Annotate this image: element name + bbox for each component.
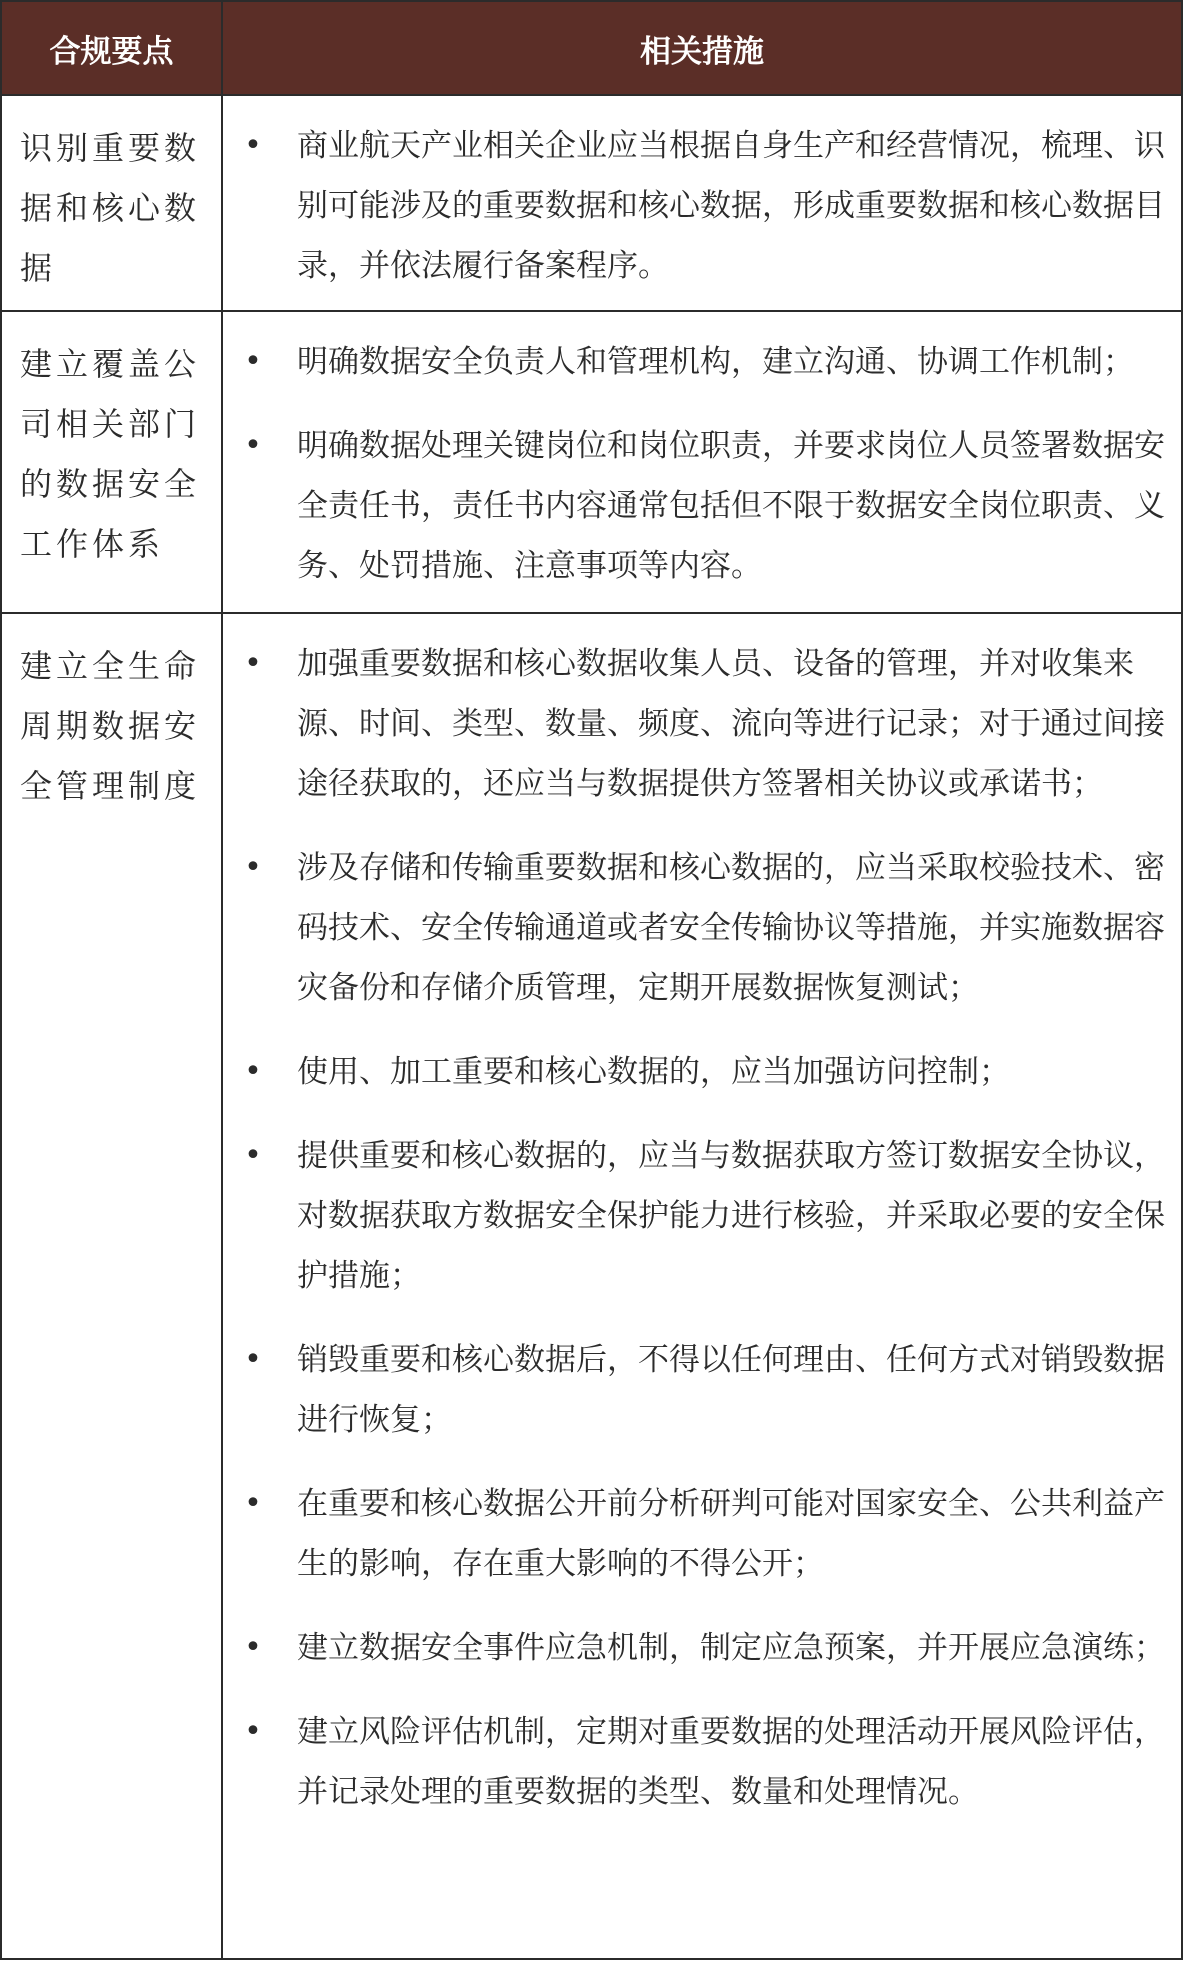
- list-item: [223, 1126, 1167, 1306]
- measure-text: 使用、加工重要和核心数据的，应当加强访问控制；: [297, 1054, 1010, 1090]
- bullet-icon: •: [244, 1630, 262, 1665]
- list-item: [223, 634, 1167, 814]
- list-item: [223, 1330, 1167, 1450]
- measure-text: 建立数据安全事件应急机制，制定应急预案，并开展应急演练；: [297, 1630, 1165, 1666]
- point-cell: [1, 95, 222, 311]
- list-item: [223, 1618, 1167, 1678]
- measure-text: 明确数据安全负责人和管理机构，建立沟通、协调工作机制；: [297, 344, 1134, 380]
- measures-cell: [222, 95, 1182, 311]
- list-item: [223, 1042, 1167, 1102]
- measures-cell: [222, 613, 1182, 1959]
- measure-list: [223, 312, 1181, 610]
- header-compliance-points: 合规要点: [1, 1, 222, 95]
- measure-list: [223, 96, 1181, 310]
- list-item: [223, 1702, 1167, 1822]
- table-header-row: [1, 1, 1182, 95]
- measures-cell: [222, 311, 1182, 613]
- bullet-icon: •: [244, 646, 262, 681]
- bullet-icon: •: [244, 1342, 262, 1377]
- point-cell: [1, 613, 222, 1959]
- bullet-icon: •: [244, 344, 262, 379]
- table-row: [1, 613, 1182, 1959]
- list-item: [223, 1474, 1167, 1594]
- table-row: [1, 311, 1182, 613]
- point-cell: [1, 311, 222, 613]
- compliance-point: 建立覆盖公司相关部门的数据安全工作体系: [20, 345, 201, 563]
- list-item: [223, 416, 1167, 596]
- measure-text: 在重要和核心数据公开前分析研判可能对国家安全、公共利益产生的影响，存在重大影响的不得公开；: [297, 1486, 1165, 1582]
- measure-text: 商业航天产业相关企业应当根据自身生产和经营情况，梳理、识别可能涉及的重要数据和核心数据，形成重要数据和核心数据目录，并依法履行备案程序。: [297, 128, 1165, 284]
- list-item: [223, 332, 1167, 392]
- measure-text: 涉及存储和传输重要数据和核心数据的，应当采取校验技术、密码技术、安全传输通道或者安全传输协议等措施，并实施数据容灾备份和存储介质管理，定期开展数据恢复测试；: [297, 850, 1165, 1006]
- compliance-point: 建立全生命周期数据安全管理制度: [20, 647, 201, 805]
- measure-text: 加强重要数据和核心数据收集人员、设备的管理，并对收集来源、时间、类型、数量、频度、流向等进行记录；对于通过间接途径获取的，还应当与数据提供方签署相关协议或承诺书；: [297, 646, 1165, 802]
- measure-text: 提供重要和核心数据的，应当与数据获取方签订数据安全协议，对数据获取方数据安全保护能力进行核验，并采取必要的安全保护措施；: [297, 1138, 1165, 1294]
- measure-text: 明确数据处理关键岗位和岗位职责，并要求岗位人员签署数据安全责任书，责任书内容通常包括但不限于数据安全岗位职责、义务、处罚措施、注意事项等内容。: [297, 428, 1165, 584]
- bullet-icon: •: [244, 1054, 262, 1089]
- bullet-icon: •: [244, 128, 262, 163]
- measure-text: 销毁重要和核心数据后，不得以任何理由、任何方式对销毁数据进行恢复；: [297, 1342, 1165, 1438]
- list-item: [223, 116, 1167, 296]
- list-item: [223, 838, 1167, 1018]
- bullet-icon: •: [244, 1714, 262, 1749]
- measure-list: [223, 614, 1181, 1836]
- bullet-icon: •: [244, 1486, 262, 1521]
- bullet-icon: •: [244, 1138, 262, 1173]
- bullet-icon: •: [244, 850, 262, 885]
- header-related-measures: 相关措施: [222, 1, 1182, 95]
- table-row: [1, 95, 1182, 311]
- bullet-icon: •: [244, 428, 262, 463]
- measure-text: 建立风险评估机制，定期对重要数据的处理活动开展风险评估，并记录处理的重要数据的类型、数量和处理情况。: [297, 1714, 1165, 1810]
- compliance-point: 识别重要数据和核心数据: [20, 129, 201, 287]
